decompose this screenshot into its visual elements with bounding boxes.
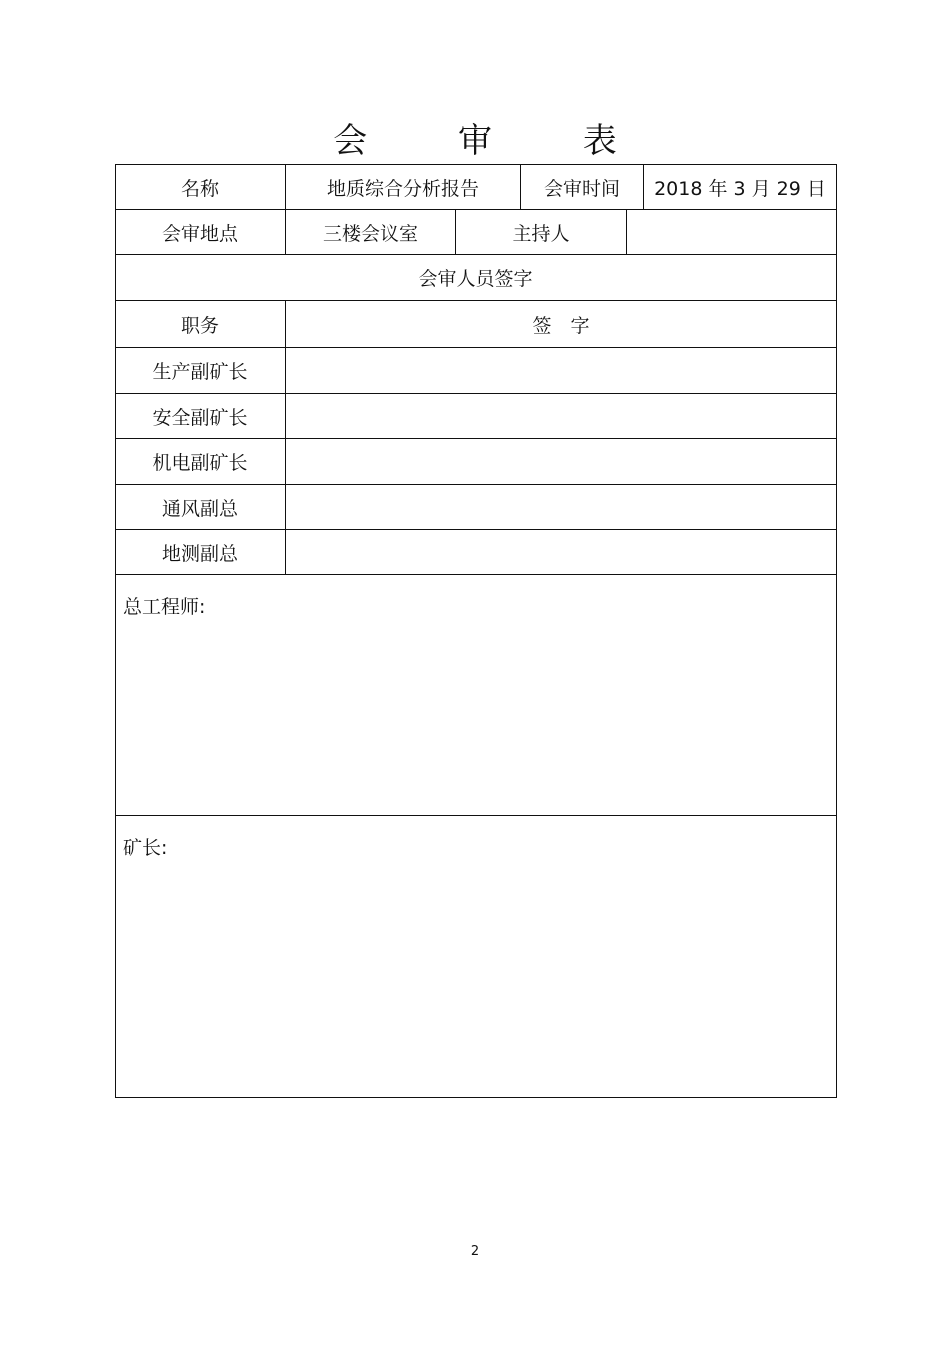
review-place-label: 会审地点	[161, 222, 238, 245]
signature-field[interactable]	[286, 394, 836, 438]
position-ventilation-deputy: 通风副总	[161, 497, 238, 520]
chief-engineer-label: 总工程师:	[123, 596, 206, 618]
name-label: 名称	[180, 177, 219, 200]
host-label: 主持人	[512, 222, 570, 245]
review-place-value: 三楼会议室	[322, 222, 418, 245]
signature-field[interactable]	[286, 439, 836, 484]
host-value[interactable]	[627, 210, 836, 254]
page-number: 2	[470, 1244, 480, 1259]
position-column-header: 职务	[180, 314, 219, 337]
mine-director-label: 矿长:	[123, 837, 168, 859]
signature-section-title: 会审人员签字	[418, 268, 533, 290]
signature-field[interactable]	[286, 530, 836, 574]
page-title: 会 审 表	[333, 121, 657, 161]
signature-field[interactable]	[286, 485, 836, 529]
review-time-label: 会审时间	[543, 177, 620, 200]
position-safety-deputy: 安全副矿长	[152, 406, 248, 429]
position-production-deputy: 生产副矿长	[152, 361, 248, 383]
row-divider	[115, 574, 837, 575]
table-border-right	[836, 164, 837, 1098]
table-border-bottom	[115, 1097, 837, 1098]
review-time-value: 2018 年 3 月 29 日	[654, 177, 826, 200]
signature-field[interactable]	[286, 348, 836, 393]
signature-column-header: 签 字	[532, 314, 590, 337]
name-value: 地质综合分析报告	[326, 177, 479, 200]
row-divider	[115, 815, 837, 816]
position-survey-deputy: 地测副总	[161, 542, 238, 565]
position-electromechanical-deputy: 机电副矿长	[152, 452, 248, 474]
